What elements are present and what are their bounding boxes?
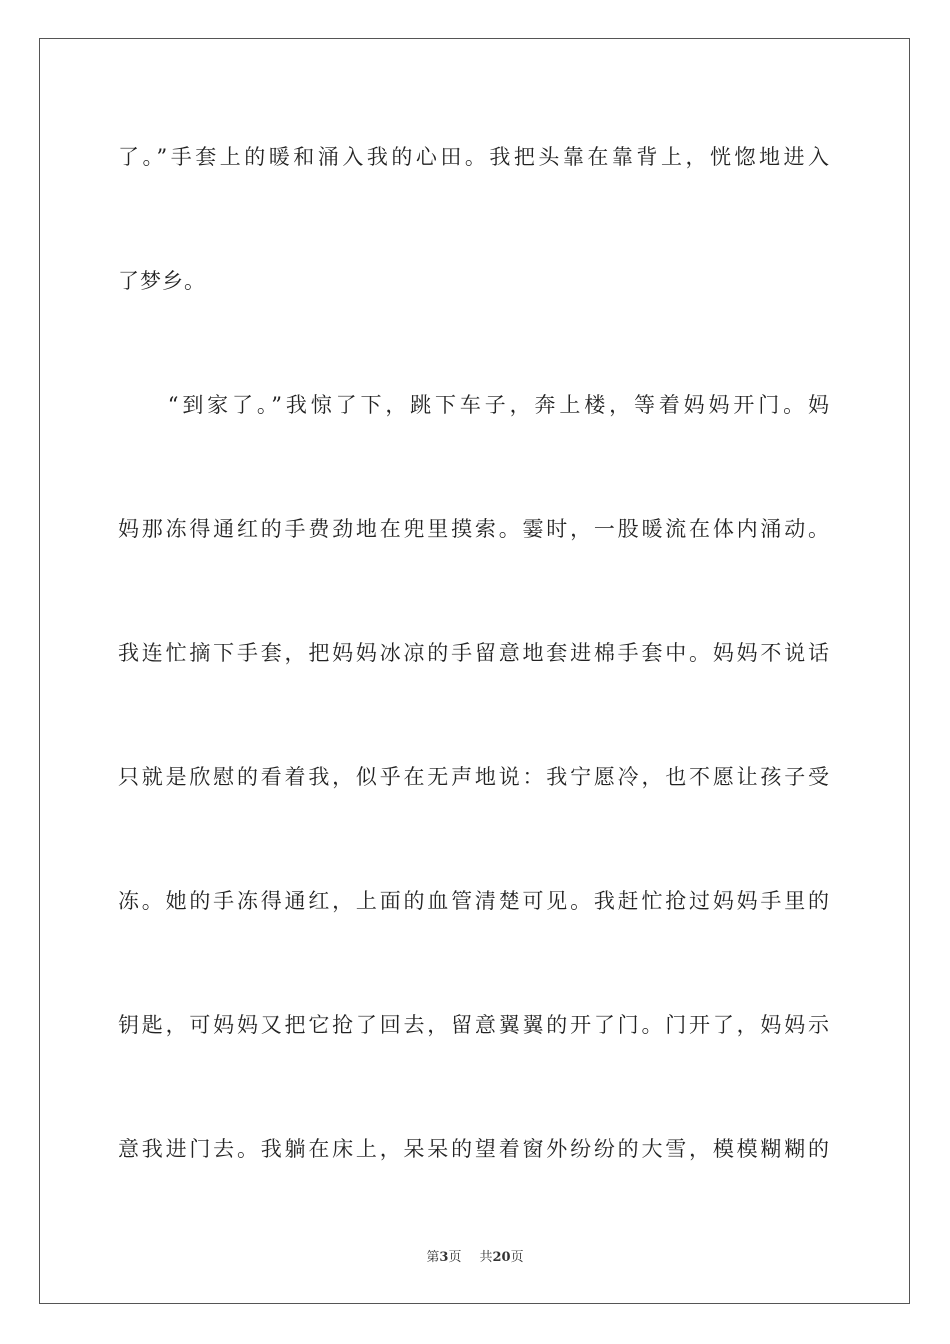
text-line: 意我进门去。我躺在床上，呆呆的望着窗外纷纷的大雪，模模糊糊的: [118, 1137, 830, 1161]
page-suffix: 页: [448, 1250, 462, 1265]
text-line: “到家了。”我惊了下，跳下车子，奔上楼，等着妈妈开门。妈: [118, 393, 830, 417]
total-suffix: 页: [510, 1250, 524, 1265]
text-line: 了。”手套上的暖和涌入我的心田。我把头靠在靠背上，恍惚地进入: [118, 145, 830, 169]
text-line: 妈那冻得通红的手费劲地在兜里摸索。霎时，一股暖流在体内涌动。: [118, 517, 830, 541]
body-text: [118, 126, 830, 1242]
page-current: 3: [439, 1250, 449, 1265]
total-prefix: 共: [479, 1250, 493, 1265]
text-line: 冻。她的手冻得通红，上面的血管清楚可见。我赶忙抢过妈妈手里的: [118, 889, 830, 913]
page-total: 20: [492, 1250, 511, 1265]
page-footer: [0, 1246, 950, 1265]
text-line: 我连忙摘下手套，把妈妈冰凉的手留意地套进棉手套中。妈妈不说话: [118, 641, 830, 665]
text-line: 钥匙，可妈妈又把它抢了回去，留意翼翼的开了门。门开了，妈妈示: [118, 1013, 830, 1037]
text-line: 了梦乡。: [118, 269, 206, 293]
text-line: 只就是欣慰的看着我，似乎在无声地说：我宁愿冷，也不愿让孩子受: [118, 765, 830, 789]
page-prefix: 第: [426, 1250, 440, 1265]
